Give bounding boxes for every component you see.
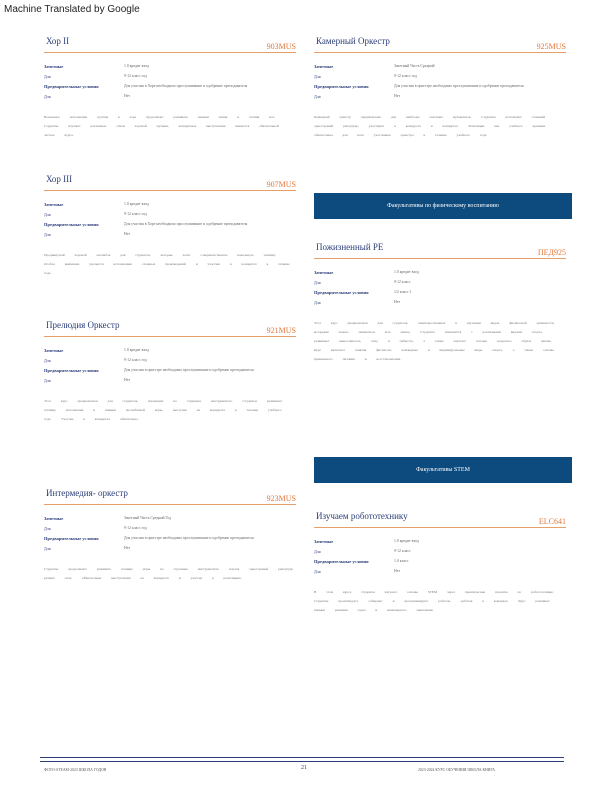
course-header [314, 236, 566, 259]
course-choir-2 [44, 30, 296, 140]
course-header [44, 30, 296, 53]
fee-value: Нет [394, 569, 401, 573]
course-description: Студенты продолжают развивать технику игры на струнных инструментах, изучая оркестровый репертуар разных эпох. Обязательны выступления на концертах и участие в репетициях. [44, 567, 294, 580]
course-header [44, 168, 296, 191]
credits-value: Зачетный Часть Средний [394, 64, 435, 68]
credits-value: 1.0 кредит вход [394, 270, 419, 274]
section-title: Факультативы по физическому воспитанию [387, 203, 499, 209]
credits-value: 1.0 кредит вход [394, 539, 419, 543]
course-header [44, 482, 296, 505]
prereq-label: Предварительные условия [44, 83, 99, 89]
prereq-label: Предварительные условия [44, 367, 99, 373]
grade-label: Для [314, 73, 321, 79]
course-title: Хор III [46, 174, 73, 184]
prereq-value: Для участия в оркестре необходимо прослушивание и одобрение преподавателя [124, 536, 254, 540]
prereq-value: Для участия в оркестре необходимо прослушивание и одобрение преподавателя [394, 84, 524, 88]
credits-value: Зачетный Часть Средний Год [124, 516, 172, 520]
course-title: Хор II [46, 36, 70, 46]
grade-label: Для [44, 525, 51, 531]
footer-left-text: ФОТО-STEAM-2023 ШКОЛА ГОДОВ [44, 768, 107, 772]
fee-label: Для [314, 299, 321, 305]
grade-label: Для [314, 548, 321, 554]
course-description: Этот курс предназначен для студентов, заинтересованных в изучении видов физической активности, которыми можно заниматься всю жизнь. Студенты знакомятся с различными видами спорта, развивают выносливость, силу и гибкость, а также изучают основы здорового образа жизни. Курс включает занятия фитнесом, командные и индивидуальные виды спорта, а также основы правильного питания и восстановления. [314, 321, 555, 361]
course-description: Этот курс предназначен для студентов, играющих на струнных инструментах. Студенты развивают технику исполнения и навыки ансамблевой игры, выступая на концертах в течение учебного года. Участие в концертах обязательно. [44, 399, 283, 421]
course-code: ELC641 [538, 517, 566, 526]
grade-label: Для [44, 357, 51, 363]
footer-right-text: 2023-2024 КУРС ОБУЧЕНИЯ ШКОЛА КНИГА [418, 768, 496, 772]
fee-value: Нет [124, 94, 131, 98]
fee-label: Для [314, 93, 321, 99]
course-title: Пожизненный PE [316, 242, 384, 252]
course-header [44, 314, 296, 337]
fee-value: Нет [394, 94, 401, 98]
credits-label: Зачетные [44, 515, 64, 521]
credits-label: Зачетные [44, 201, 64, 207]
course-chamber-orchestra [314, 30, 566, 140]
course-title: Изучаем робототехнику [316, 511, 408, 521]
grade-value: 9-12 класс год [124, 358, 147, 362]
course-robotics [314, 505, 566, 615]
course-title: Прелюдия Оркестр [46, 320, 120, 330]
fee-value: Нет [124, 546, 131, 550]
prereq-value: 1/2 класс 1 [394, 290, 412, 294]
footer-rule-thin [40, 761, 564, 762]
fee-label: Для [44, 231, 51, 237]
course-code: 921MUS [266, 326, 296, 335]
course-code: 923MUS [266, 494, 296, 503]
grade-label: Для [44, 211, 51, 217]
course-lifetime-pe [314, 236, 566, 364]
fee-value: Нет [394, 300, 401, 304]
page-number: 21 [301, 765, 307, 771]
fee-value: Нет [124, 378, 131, 382]
section-header-stem [314, 457, 572, 483]
prereq-label: Предварительные условия [314, 558, 369, 564]
grade-value: 9-12 класс год [124, 74, 147, 78]
course-intermezzo-orchestra [44, 482, 296, 583]
course-meta [44, 61, 296, 101]
prereq-value: Для участия в Хоре необходимо прослушивание и одобрение преподавателя [124, 84, 248, 88]
course-header [314, 30, 566, 53]
course-meta [44, 345, 296, 385]
course-code: ПЕД925 [537, 248, 566, 257]
course-meta [314, 267, 566, 307]
course-meta [44, 199, 296, 239]
grade-value: 9-12 класс [394, 549, 411, 553]
prereq-label: Предварительные условия [314, 289, 369, 295]
course-title: Интермедия- оркестр [46, 488, 128, 498]
credits-label: Зачетные [314, 63, 334, 69]
grade-value: 9-12 класс год [124, 212, 147, 216]
course-meta [314, 536, 566, 576]
fee-value: Нет [124, 232, 131, 236]
prereq-label: Предварительные условия [44, 535, 99, 541]
grade-value: 9-12 класс год [124, 526, 147, 530]
course-code: 907MUS [266, 180, 296, 189]
prereq-value: Для участия в Хоре необходимо прослушивание и одобрение преподавателя [124, 222, 248, 226]
course-description: В этом курсе студенты изучают основы STEM через практические проекты по робототехнике. Студенты проектируют, собирают и программируют роботов, работая в командах. Курс развивает навыки решения задач и инженерного мышления. [314, 590, 554, 612]
prereq-label: Предварительные условия [44, 221, 99, 227]
fee-label: Для [314, 568, 321, 574]
grade-value: 9-12 класс [394, 280, 411, 284]
course-prelude-orchestra [44, 314, 296, 424]
translation-banner: Machine Translated by Google [4, 4, 140, 15]
course-header [314, 505, 566, 528]
course-title: Камерный Оркестр [316, 36, 390, 46]
grade-label: Для [314, 279, 321, 285]
credits-label: Зачетные [314, 538, 334, 544]
credits-label: Зачетные [44, 347, 64, 353]
course-code: 925MUS [536, 42, 566, 51]
fee-label: Для [44, 93, 51, 99]
course-meta [44, 513, 296, 553]
credits-value: 1.0 кредит вход [124, 202, 149, 206]
section-header-pe [314, 193, 572, 219]
footer-rule [40, 757, 564, 762]
prereq-value: 1.0 класс [394, 559, 409, 563]
prereq-value: Для участия в оркестре необходимо прослушивание и одобрение преподавателя [124, 368, 254, 372]
credits-label: Зачетные [44, 63, 64, 69]
grade-value: 9-12 класс год [394, 74, 417, 78]
fee-label: Для [44, 377, 51, 383]
course-description: Камерный оркестр предназначен для наиболее опытных музыкантов. Студенты исполняют сложный оркестровый репертуар, участвуют в конкурсах и концертах. Репетиции вне учебного времени обязательны для всех участников оркестра в течение учебного года. [314, 115, 546, 137]
course-meta [314, 61, 566, 101]
credits-value: 1.0 кредит вход [124, 64, 149, 68]
course-code: 903MUS [266, 42, 296, 51]
section-title: Факультативы STEM [416, 467, 470, 473]
credits-label: Зачетные [314, 269, 334, 275]
grade-label: Для [44, 73, 51, 79]
course-description: Продвинутый хоровой ансамбль для студентов, которые хотят совершенствовать вокальную технику. Особое внимание уделяется исполнению сложных произведений и участию в концертах в течение года. [44, 253, 290, 275]
course-description: Вокальное исполнение группы в хоре продолжает развивать навыки пения и чтения нот. Студенты изучают различные стили хоровой музыки, концертные выступления являются обязательной частью курса. [44, 115, 279, 137]
course-choir-3 [44, 168, 296, 278]
credits-value: 1.0 кредит вход [124, 348, 149, 352]
prereq-label: Предварительные условия [314, 83, 369, 89]
fee-label: Для [44, 545, 51, 551]
